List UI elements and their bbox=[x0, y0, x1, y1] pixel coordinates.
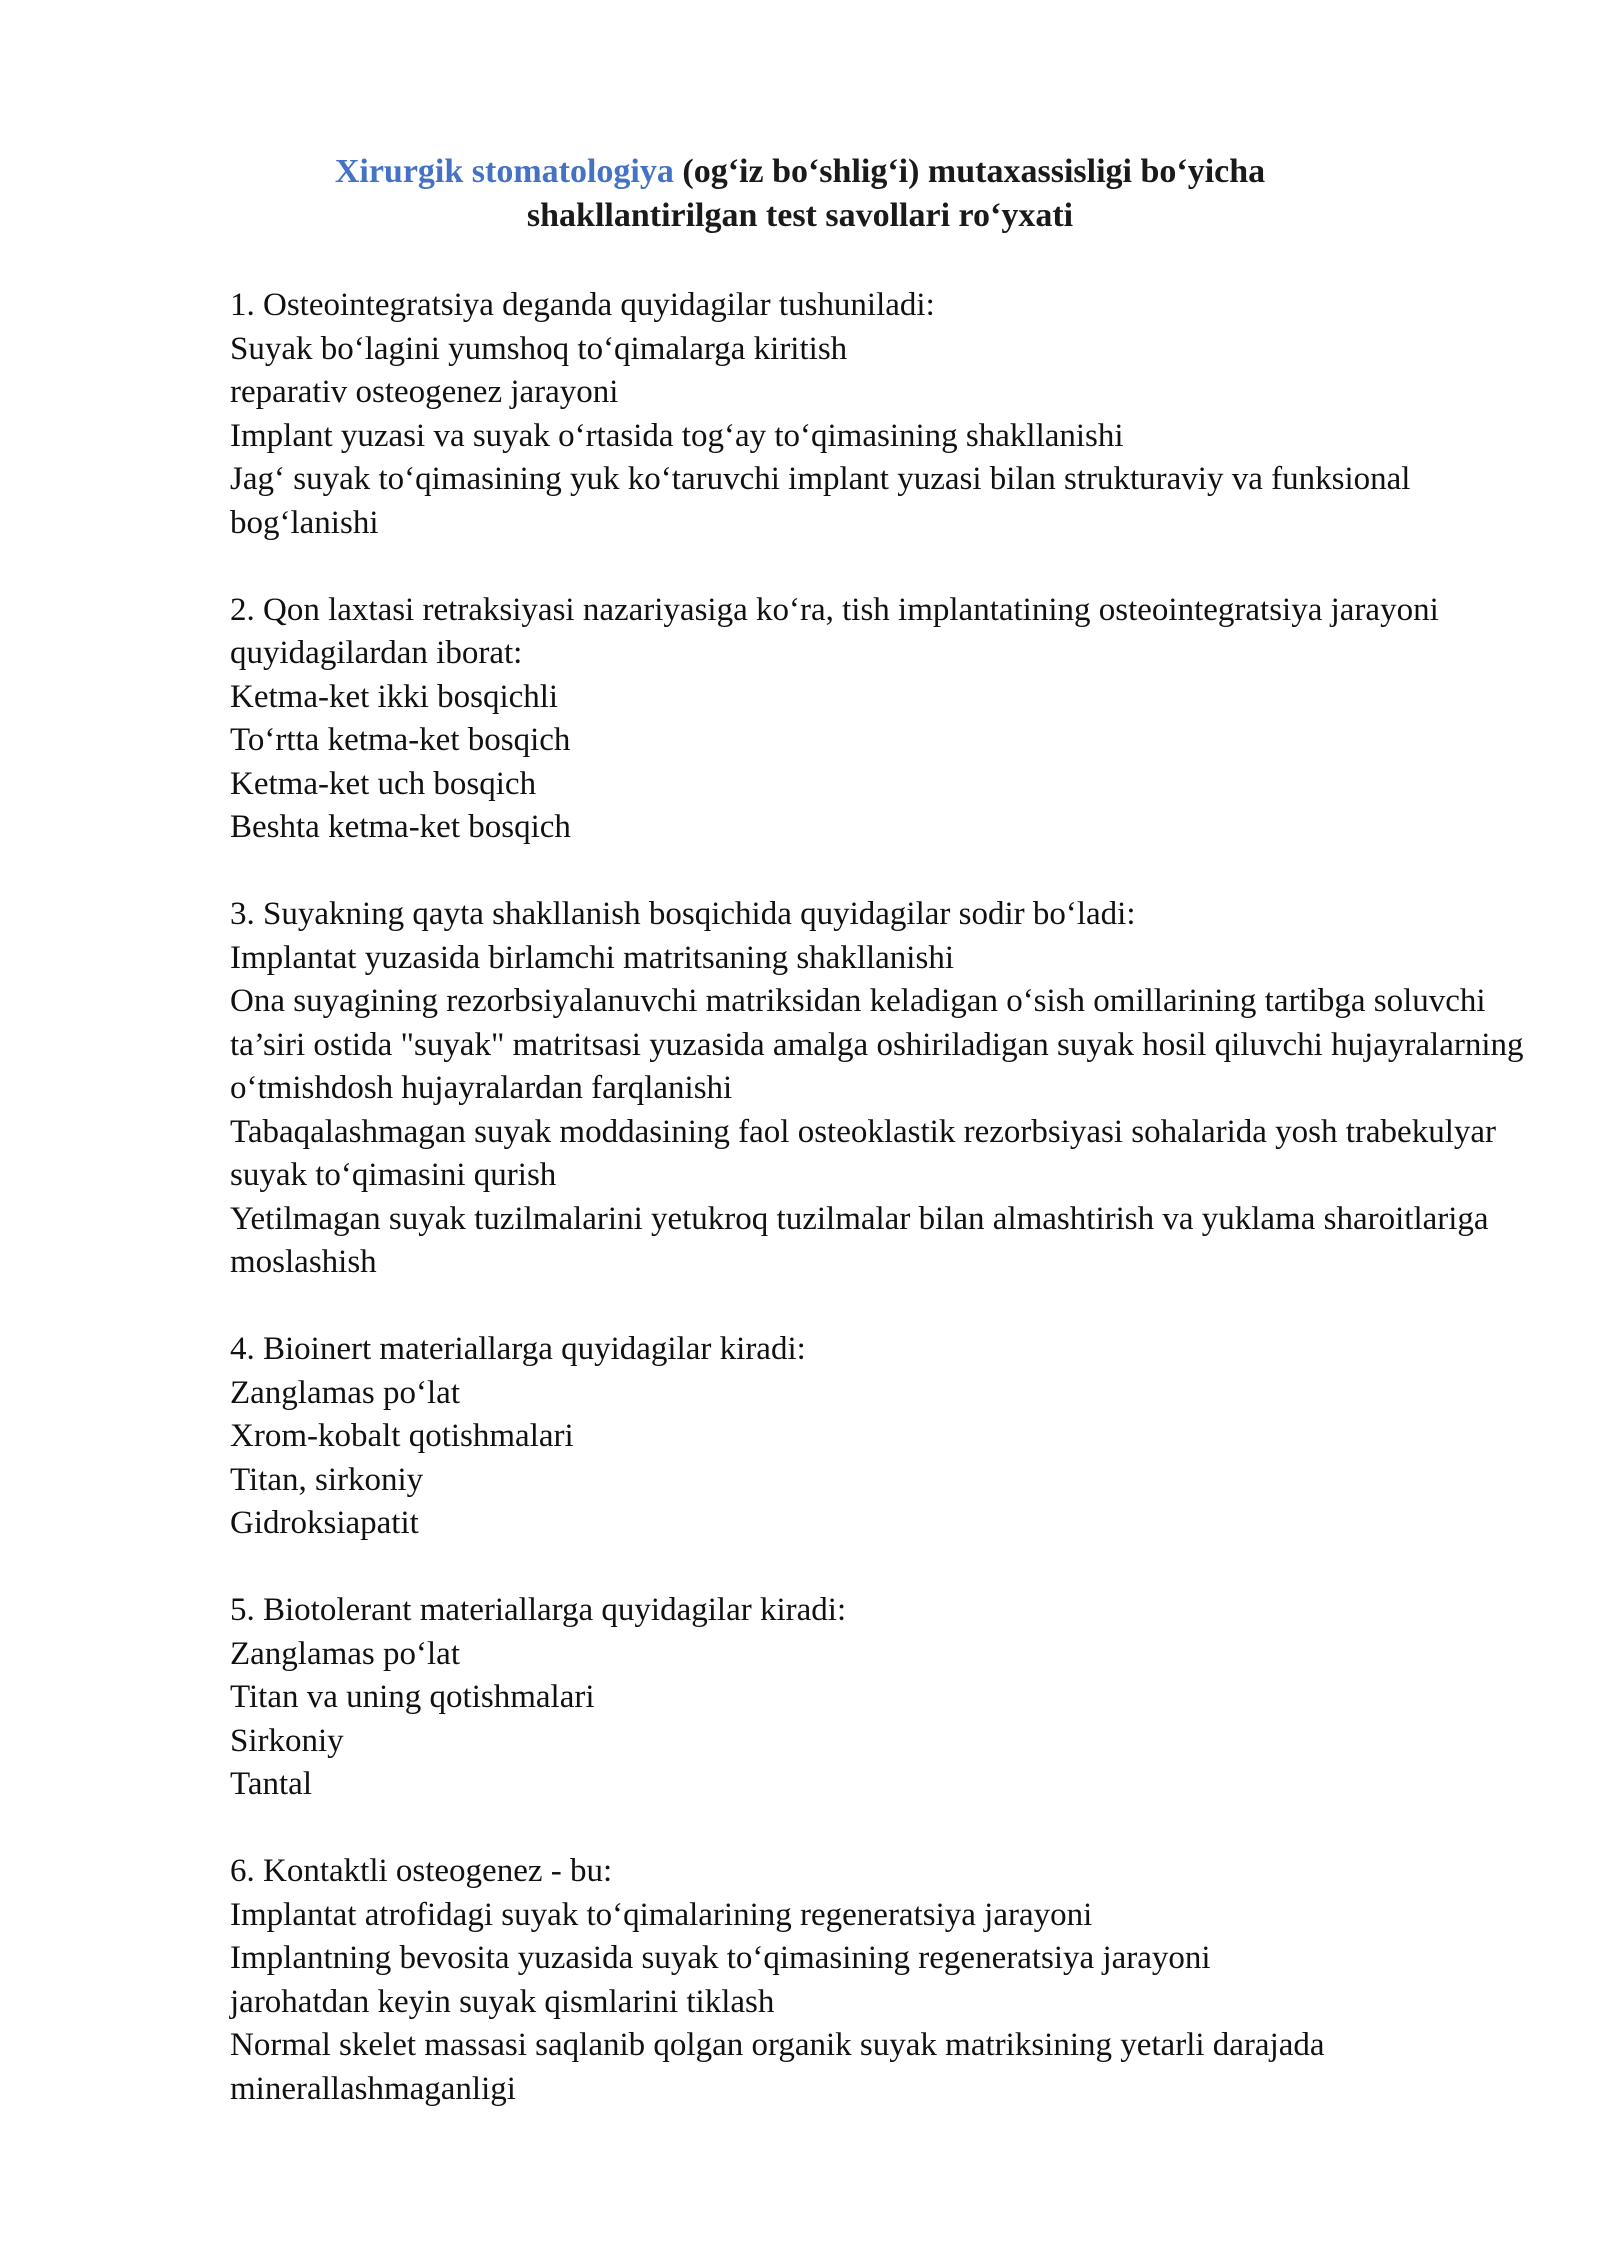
answer-option: Beshta ketma-ket bosqich bbox=[230, 809, 571, 845]
question-block bbox=[230, 1850, 1530, 2111]
answer-option: Titan va uning qotishmalari bbox=[230, 1679, 595, 1715]
question-text: 4. Bioinert materiallarga quyidagilar kiradi: bbox=[230, 1331, 806, 1367]
answer-option: Implantat yuzasida birlamchi matritsaning shakllanishi bbox=[230, 939, 954, 976]
question-block bbox=[230, 893, 1530, 1285]
answer-option: Zanglamas po‘lat bbox=[230, 1635, 461, 1672]
question-text: 2. Qon laxtasi retraksiyasi nazariyasiga ko‘ra, tish implantatining osteointegratsiya jarayoni quyidagilardan iborat: bbox=[230, 591, 1439, 671]
answer-option: Implant yuzasi va suyak o‘rtasida tog‘ay to‘qimasining shakllanishi bbox=[230, 417, 1124, 454]
answer-option: Sirkoniy bbox=[230, 1722, 344, 1759]
title-line-1 bbox=[300, 150, 1300, 194]
title-line-2: shakllantirilgan test savollari ro‘yxati bbox=[526, 197, 1074, 234]
document-title bbox=[300, 150, 1300, 238]
question-text: 1. Osteointegratsiya deganda quyidagilar tushuniladi: bbox=[230, 287, 935, 323]
question-block bbox=[230, 1328, 1530, 1546]
answer-option: Titan, sirkoniy bbox=[230, 1461, 424, 1498]
answer-option: Tabaqalashmagan suyak moddasining faol osteoklastik rezorbsiyasi sohalarida yosh trabekulyar suyak to‘qimasini qurish bbox=[230, 1113, 1497, 1193]
answer-option: Suyak bo‘lagini yumshoq to‘qimalarga kiritish bbox=[230, 330, 848, 367]
answer-option: Zanglamas po‘lat bbox=[230, 1374, 461, 1411]
answer-option: Gidroksiapatit bbox=[230, 1505, 419, 1541]
answer-option: reparativ osteogenez jarayoni bbox=[230, 374, 619, 410]
title-accent: Xirurgik stomatologiya bbox=[334, 153, 674, 190]
question-block bbox=[230, 1589, 1530, 1807]
answer-option: Normal skelet massasi saqlanib qolgan organik suyak matriksining yetarli darajada minerallashmaganligi bbox=[230, 2027, 1325, 2107]
answer-option: Ketma-ket uch bosqich bbox=[230, 765, 537, 802]
answer-option: jarohatdan keyin suyak qismlarini tiklash bbox=[230, 1983, 775, 2020]
question-list bbox=[230, 284, 1530, 2155]
question-text: 6. Kontaktli osteogenez - bu: bbox=[230, 1853, 613, 1889]
answer-option: To‘rtta ketma-ket bosqich bbox=[230, 722, 571, 758]
answer-option: Xrom-kobalt qotishmalari bbox=[230, 1418, 574, 1454]
answer-option: Implantat atrofidagi suyak to‘qimalarining regeneratsiya jarayoni bbox=[230, 1896, 1093, 1933]
question-text: 5. Biotolerant materiallarga quyidagilar kiradi: bbox=[230, 1592, 847, 1628]
question-text: 3. Suyakning qayta shakllanish bosqichida quyidagilar sodir bo‘ladi: bbox=[230, 896, 1136, 932]
answer-option: Yetilmagan suyak tuzilmalarini yetukroq tuzilmalar bilan almashtirish va yuklama sharoitlariga moslashish bbox=[230, 1200, 1489, 1280]
answer-option: Jag‘ suyak to‘qimasining yuk ko‘taruvchi implant yuzasi bilan strukturaviy va funksional bog‘lanishi bbox=[230, 461, 1411, 541]
answer-option: Implantning bevosita yuzasida suyak to‘qimasining regeneratsiya jarayoni bbox=[230, 1940, 1211, 1976]
title-rest: (og‘iz bo‘shlig‘i) mutaxassisligi bo‘yicha bbox=[673, 153, 1266, 190]
answer-option: Ona suyagining rezorbsiyalanuvchi matriksidan keladigan o‘sish omillarining tartibga soluvchi ta’siri ostida "suyak" matritsasi yuzasida amalga oshiriladigan suyak hosil qiluvchi hujayralarning o‘tmishdosh hujayralardan farqlanishi bbox=[230, 983, 1524, 1106]
question-block bbox=[230, 284, 1530, 545]
answer-option: Tantal bbox=[230, 1766, 312, 1802]
answer-option: Ketma-ket ikki bosqichli bbox=[230, 678, 559, 715]
question-block bbox=[230, 589, 1530, 850]
